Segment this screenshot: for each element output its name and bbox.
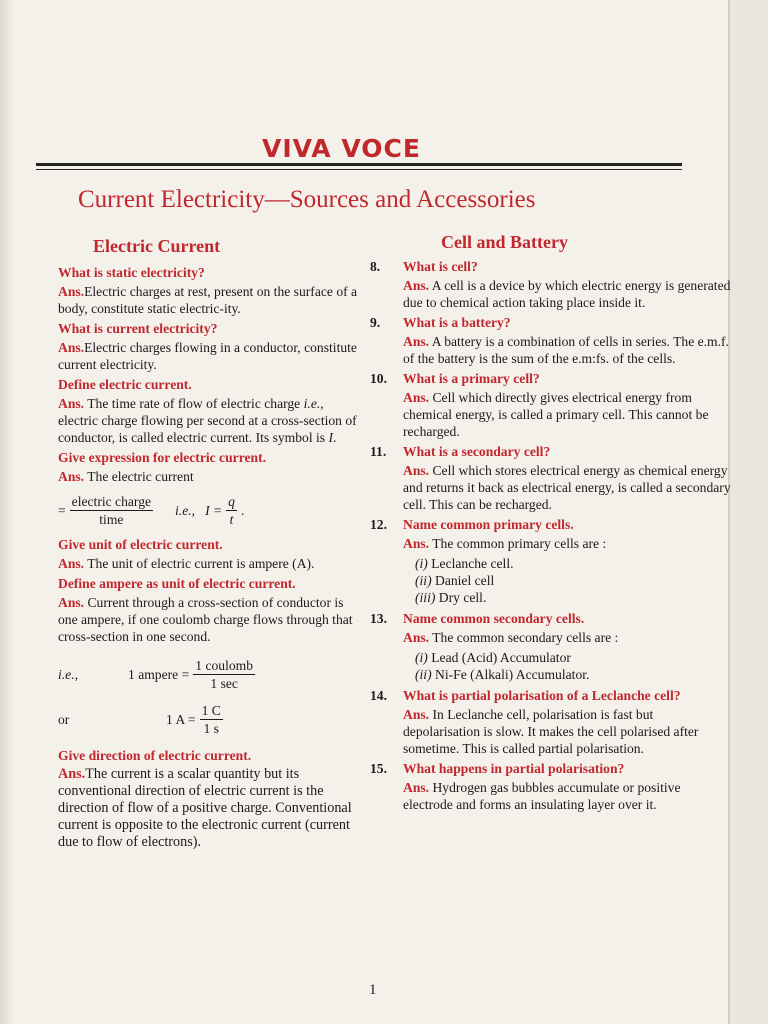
answer xyxy=(403,629,733,646)
formula-ampere-si xyxy=(58,702,358,737)
question-number: 14. xyxy=(370,688,387,703)
question-11 xyxy=(370,443,733,460)
fraction-numerator: 1 C xyxy=(201,703,221,718)
equals-sign: = xyxy=(58,503,66,518)
question: What is a battery? xyxy=(403,315,511,330)
ans-label: Ans. xyxy=(403,536,430,551)
answer xyxy=(403,779,733,813)
answer xyxy=(58,594,358,645)
answer-text: The electric current xyxy=(87,469,194,484)
question: Give expression for electric current. xyxy=(58,450,266,465)
ans-label: Ans. xyxy=(58,340,85,355)
answer-text: The common secondary cells are : xyxy=(432,630,619,645)
answer xyxy=(403,389,733,440)
ans-label: Ans. xyxy=(403,707,430,722)
ans-label: Ans. xyxy=(58,469,85,484)
answer xyxy=(58,468,358,485)
fraction-numerator: 1 coulomb xyxy=(195,658,254,673)
period: . xyxy=(333,430,337,445)
question-12 xyxy=(370,516,733,533)
question-10 xyxy=(370,370,733,387)
question-13 xyxy=(370,610,733,627)
ans-label: Ans. xyxy=(58,556,85,571)
answer xyxy=(58,283,358,317)
list-item xyxy=(415,572,733,589)
fraction-denominator: time xyxy=(99,512,124,527)
fraction-denominator: t xyxy=(229,512,234,527)
ans-label: Ans. xyxy=(403,278,430,293)
list-text: Lead (Acid) Accumulator xyxy=(427,650,571,665)
question-number: 11. xyxy=(370,444,387,459)
ans-label: Ans. xyxy=(403,334,430,349)
list-item xyxy=(415,666,733,683)
question: What happens in partial polarisation? xyxy=(403,761,625,776)
question: Give unit of electric current. xyxy=(58,537,223,552)
question: Name common secondary cells. xyxy=(403,611,585,626)
fraction-denominator: 1 s xyxy=(203,721,219,736)
ie-text: i.e., xyxy=(303,396,324,411)
question-number: 8. xyxy=(370,259,381,274)
list-number: (i) xyxy=(415,650,428,665)
question-number: 9. xyxy=(370,315,381,330)
answer xyxy=(58,395,358,446)
answer-text: Electric charges flowing in a conductor, constitute current electricity. xyxy=(58,340,357,372)
list-number: (ii) xyxy=(415,667,432,682)
section-heading-electric-current: Electric Current xyxy=(93,236,221,256)
ans-label: Ans. xyxy=(403,390,430,405)
fraction-denominator: 1 sec xyxy=(210,676,238,691)
question: Name common primary cells. xyxy=(403,517,574,532)
ans-label: Ans. xyxy=(58,595,85,610)
answer xyxy=(403,462,733,513)
page-title: VIVA VOCE xyxy=(262,134,421,163)
answer xyxy=(58,339,358,373)
left-column xyxy=(58,262,358,854)
ans-label: Ans. xyxy=(403,630,430,645)
page-number: 1 xyxy=(369,982,377,998)
answer xyxy=(403,535,733,552)
answer-text: Cell which stores electrical energy as chemical energy and returns it back as electrical energy, is called a secondary cell. This can be recharged. xyxy=(403,463,731,512)
answer-text: Current through a cross-section of conductor is one ampere, if one coulomb charge flows through that cross-section in one second. xyxy=(58,595,353,644)
question-number: 12. xyxy=(370,517,387,532)
answer-text: Electric charges at rest, present on the surface of a body, constitute static electric-ity. xyxy=(58,284,358,316)
question: Give direction of electric current. xyxy=(58,748,252,763)
list-number: (iii) xyxy=(415,590,436,605)
answer xyxy=(403,277,733,311)
question-15 xyxy=(370,760,733,777)
question: What is a secondary cell? xyxy=(403,444,551,459)
chapter-title: Current Electricity—Sources and Accessories xyxy=(78,186,536,213)
answer xyxy=(58,766,358,851)
fraction xyxy=(193,657,255,692)
formula-lhs: 1 ampere = xyxy=(128,667,190,682)
question: Define ampere as unit of electric current. xyxy=(58,576,296,591)
question-number: 15. xyxy=(370,761,387,776)
right-column xyxy=(370,258,733,816)
fraction xyxy=(200,702,223,737)
fraction-numerator: electric charge xyxy=(71,494,152,509)
list-number: (i) xyxy=(415,556,428,571)
answer xyxy=(403,333,733,367)
formula-lhs: I = xyxy=(205,503,223,518)
list-item xyxy=(415,649,733,666)
list-text: Daniel cell xyxy=(431,573,495,588)
title-rule-thin xyxy=(36,169,682,170)
list-text: Leclanche cell. xyxy=(427,556,514,571)
section-heading-cell-battery: Cell and Battery xyxy=(441,232,568,252)
question-8 xyxy=(370,258,733,275)
ans-label: Ans. xyxy=(58,766,86,782)
title-rule-thick xyxy=(36,163,682,166)
question: What is partial polarisation of a Leclanche cell? xyxy=(403,688,681,703)
page-binding-shadow xyxy=(0,0,14,1024)
list-number: (ii) xyxy=(415,573,432,588)
question: Define electric current. xyxy=(58,377,192,392)
answer-text: The common primary cells are : xyxy=(432,536,607,551)
formula-lhs: 1 A = xyxy=(166,712,196,727)
or-text: or xyxy=(58,712,70,727)
answer xyxy=(403,706,733,757)
ie-text: i.e., xyxy=(58,667,79,682)
current-symbol: I xyxy=(328,430,334,445)
ans-label: Ans. xyxy=(58,284,85,299)
question: What is a primary cell? xyxy=(403,371,540,386)
answer-text: A cell is a device by which electric energy is generated due to chemical action taking place inside it. xyxy=(403,278,731,310)
list-text: Dry cell. xyxy=(435,590,487,605)
fraction xyxy=(70,493,153,528)
answer-text: Cell which directly gives electrical energy from chemical energy, is called a primary cell. This cannot be recharged. xyxy=(403,390,709,439)
ans-label: Ans. xyxy=(403,780,430,795)
list-item xyxy=(415,555,733,572)
list-text: Ni-Fe (Alkali) Accumulator. xyxy=(431,667,590,682)
formula-current xyxy=(58,493,358,528)
answer-text: electric charge flowing per second at a cross-section of conductor, is called electric current. Its symbol is xyxy=(58,413,357,445)
answer-text: In Leclanche cell, polarisation is fast but depolarisation is slow. It makes the cell polarised after sometime. This is called partial polarisation. xyxy=(403,707,699,756)
question-number: 13. xyxy=(370,611,387,626)
answer-text: Hydrogen gas bubbles accumulate or positive electrode and forms an insulating layer over it. xyxy=(403,780,681,812)
question: What is cell? xyxy=(403,259,478,274)
answer-text: The time rate of flow of electric charge xyxy=(87,396,301,411)
fraction xyxy=(226,493,237,528)
period: . xyxy=(240,503,245,518)
ie-text: i.e., xyxy=(175,503,196,518)
answer-text: The unit of electric current is ampere (A). xyxy=(87,556,315,571)
question-14 xyxy=(370,687,733,704)
formula-ampere xyxy=(58,657,358,692)
answer-text: A battery is a combination of cells in series. The e.m.f. of the battery is the sum of the e.m:fs. of the cells. xyxy=(403,334,729,366)
fraction-numerator: q xyxy=(228,494,235,509)
question-number: 10. xyxy=(370,371,387,386)
list-item xyxy=(415,589,733,606)
ans-label: Ans. xyxy=(58,396,85,411)
ans-label: Ans. xyxy=(403,463,430,478)
question: What is current electricity? xyxy=(58,321,218,336)
question-9 xyxy=(370,314,733,331)
question: What is static electricity? xyxy=(58,265,205,280)
page-edge xyxy=(728,0,768,1024)
answer xyxy=(58,555,358,572)
answer-text: The current is a scalar quantity but its conventional direction of electric current is the direction of flow of a positive charge. Conventional current is opposite to the electronic current (current due to flow of electrons). xyxy=(58,766,352,850)
